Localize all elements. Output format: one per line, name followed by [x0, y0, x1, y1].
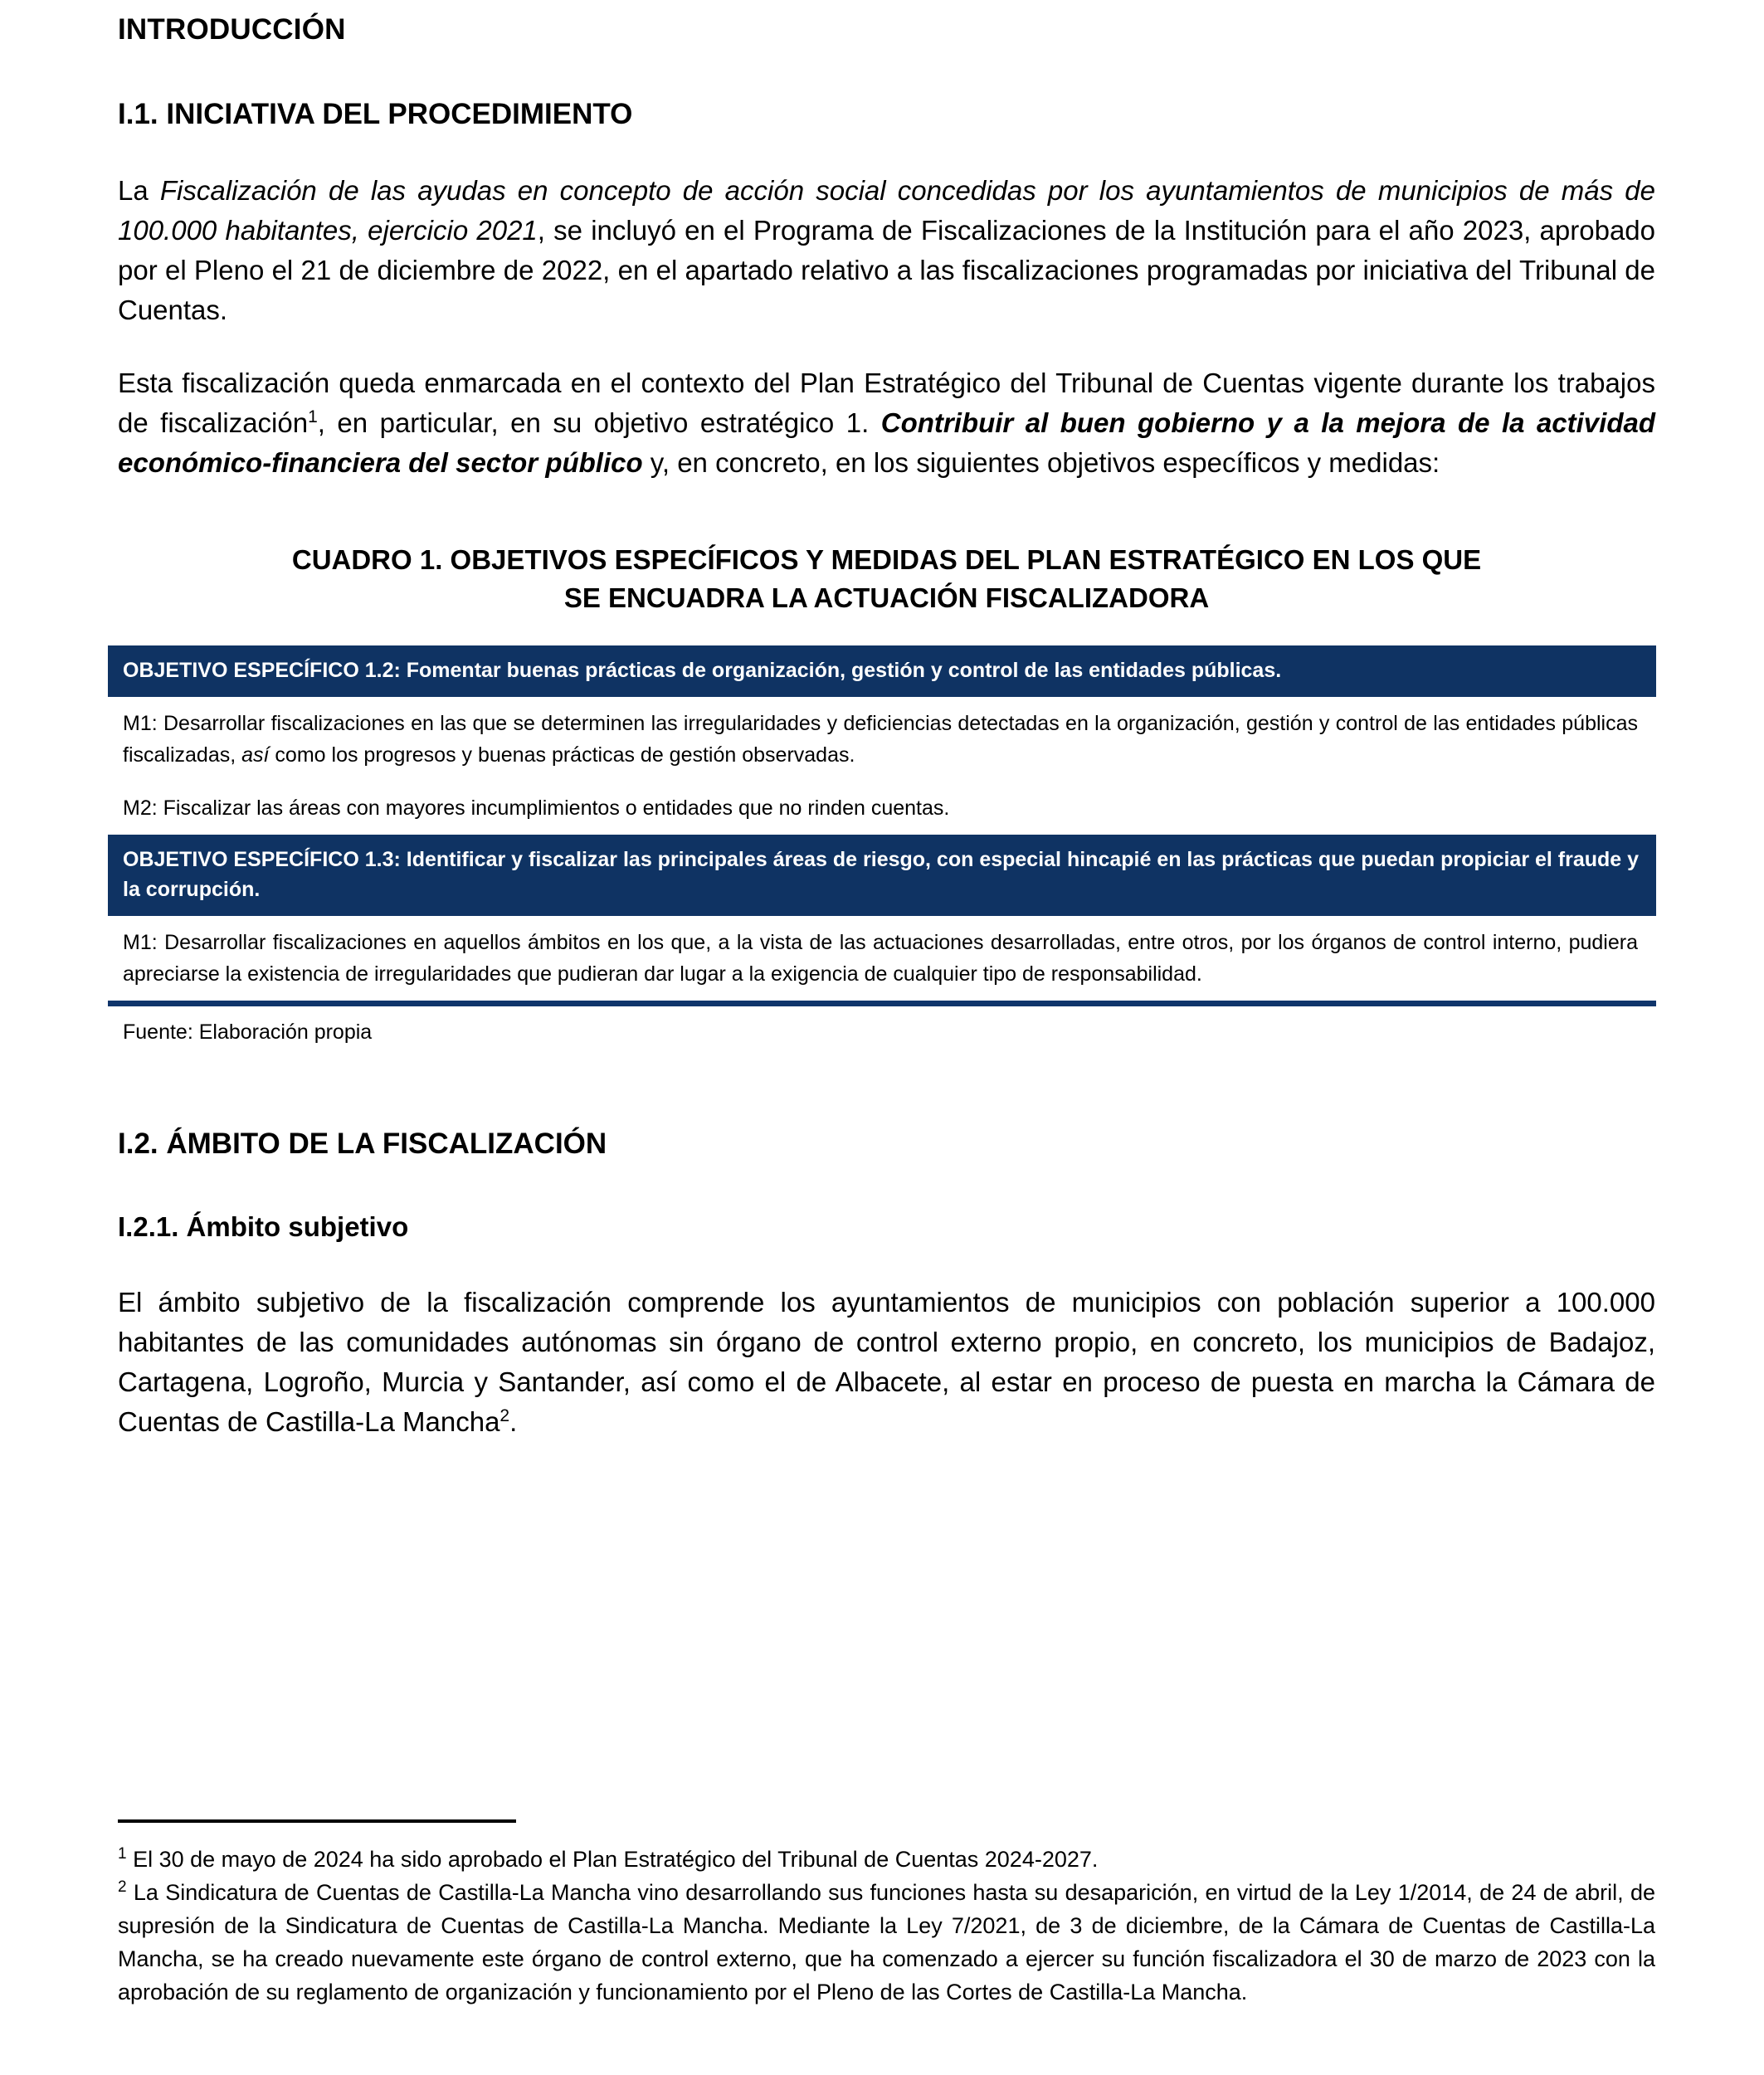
- footnote-2-marker: 2: [118, 1878, 127, 1896]
- spacer: [118, 330, 1655, 363]
- cuadro-1-source: Fuente: Elaboración propia: [123, 1020, 373, 1044]
- footnote-2: [118, 1876, 1655, 2009]
- footnote-1-text: El 30 de mayo de 2024 ha sido aprobado el Plan Estratégico del Tribunal de Cuentas 2024-2027.: [133, 1847, 1099, 1872]
- text-run-italic: así: [241, 743, 270, 767]
- cuadro-1-table: [108, 645, 1656, 1006]
- text-run: M1: Desarrollar fiscalizaciones en las que se determinen las irregularidades y deficiencias detectadas en la organización, gestión y control de las entidades públicas fiscalizadas,: [123, 711, 1638, 767]
- spacer: [118, 1104, 1655, 1126]
- text-run-bold-italic: Contribuir al buen gobierno y a la mejora de la actividad económico-financiera del sector público: [118, 407, 1655, 478]
- text-run: M1: Desarrollar fiscalizaciones en aquellos ámbitos en los que, a la vista de las actuaciones desarrolladas, entre otros, por los órganos de control interno, pudiera apreciarse la existencia de irregularidades que pudieran dar lugar a la exigencia de cualquier tipo de responsabilidad.: [123, 930, 1638, 986]
- text-run: y, en concreto, en los siguientes objetivos específicos y medidas:: [642, 446, 1440, 478]
- objective-row-1-2: OBJETIVO ESPECÍFICO 1.2: Fomentar buenas prácticas de organización, gestión y control de las entidades públicas.: [108, 645, 1656, 697]
- text-run-italic: Fiscalización de las ayudas en concepto de acción social concedidas por los ayuntamientos de municipios de más de 100.000 habitantes, ejercicio 2021: [118, 174, 1656, 246]
- section-heading-i2: I.2. ÁMBITO DE LA FISCALIZACIÓN: [118, 1127, 607, 1160]
- document-content: [118, 0, 1655, 1442]
- spacer: [118, 1046, 1655, 1104]
- spacer: [118, 48, 1655, 96]
- paragraph-iniciativa-1: [118, 171, 1655, 330]
- footnotes-area: [118, 1819, 1655, 2009]
- page-title: INTRODUCCIÓN: [118, 13, 346, 46]
- spacer: [118, 1162, 1655, 1210]
- paragraph-ambito-subjetivo: [118, 1283, 1655, 1442]
- text-run: El ámbito subjetivo de la fiscalización comprende los ayuntamientos de municipios con población superior a 100.000 habitantes de las comunidades autónomas sin órgano de control externo propio, en concreto, los municipios de Badajoz, Cartagena, Logroño, Murcia y Santander, así como el de Albacete, al estar en proceso de puesta en marcha la Cámara de Cuentas de Castilla-La Mancha: [118, 1286, 1655, 1437]
- cuadro-1-caption: [144, 541, 1630, 617]
- measure-row-m1-obj12: [108, 697, 1656, 782]
- footnote-2-text: La Sindicatura de Cuentas de Castilla-La Mancha vino desarrollando sus funciones hasta su desaparición, en virtud de la Ley 1/2014, de 24 de abril, de supresión de la Sindicatura de Cuentas de Castilla-La Mancha. Mediante la Ley 7/2021, de 3 de diciembre, de la Cámara de Cuentas de Castilla-La Mancha, se ha creado nuevamente este órgano de control externo, que ha comenzado a ejercer su función fiscalizadora el 30 de marzo de 2023 con la aprobación de su reglamento de organización y funcionamiento por el Pleno de las Cortes de Castilla-La Mancha.: [118, 1880, 1655, 2004]
- footnote-marker-1[interactable]: 1: [308, 407, 318, 426]
- text-run: , en particular, en su objetivo estratégico 1.: [317, 407, 881, 438]
- text-run: , se incluyó en el Programa de Fiscalizaciones de la Institución para el año 2023, aprobado por el Pleno el 21 de diciembre de 2022, en el apartado relativo a las fiscalizaciones programadas por iniciativa del Tribunal de Cuentas.: [118, 214, 1656, 325]
- text-run: Esta fiscalización queda enmarcada en el contexto del Plan Estratégico del Tribunal de Cuentas vigente durante los trabajos de fiscalización: [118, 367, 1655, 438]
- paragraph-iniciativa-2: [118, 363, 1655, 483]
- text-run: como los progresos y buenas prácticas de gestión observadas.: [269, 743, 855, 767]
- footnote-1-marker: 1: [118, 1845, 127, 1863]
- spacer: [118, 133, 1655, 171]
- footnote-1: [118, 1843, 1655, 1876]
- measure-row-m1-obj13: [108, 916, 1656, 1001]
- spacer: [118, 483, 1655, 541]
- measure-row-m2-obj12: [108, 782, 1656, 835]
- spacer: [118, 617, 1655, 645]
- section-heading-i1: I.1. INICIATIVA DEL PROCEDIMIENTO: [118, 97, 633, 130]
- objective-row-1-3: OBJETIVO ESPECÍFICO 1.3: Identificar y fiscalizar las principales áreas de riesgo, con especial hincapié en las prácticas que puedan propiciar el fraude y la corrupción.: [108, 835, 1656, 916]
- footnote-separator: [118, 1819, 516, 1823]
- cuadro-caption-line-1: CUADRO 1. OBJETIVOS ESPECÍFICOS Y MEDIDAS DEL PLAN ESTRATÉGICO EN LOS QUE: [291, 543, 1482, 575]
- spacer: [118, 1245, 1655, 1283]
- text-run: La: [118, 174, 160, 206]
- text-run: .: [509, 1405, 518, 1437]
- text-run: M2: Fiscalizar las áreas con mayores incumplimientos o entidades que no rinden cuentas.: [123, 796, 950, 820]
- subsection-heading-i21: I.2.1. Ámbito subjetivo: [118, 1211, 409, 1243]
- footnote-marker-2[interactable]: 2: [499, 1405, 510, 1425]
- cuadro-caption-line-2: SE ENCUADRA LA ACTUACIÓN FISCALIZADORA: [563, 582, 1210, 613]
